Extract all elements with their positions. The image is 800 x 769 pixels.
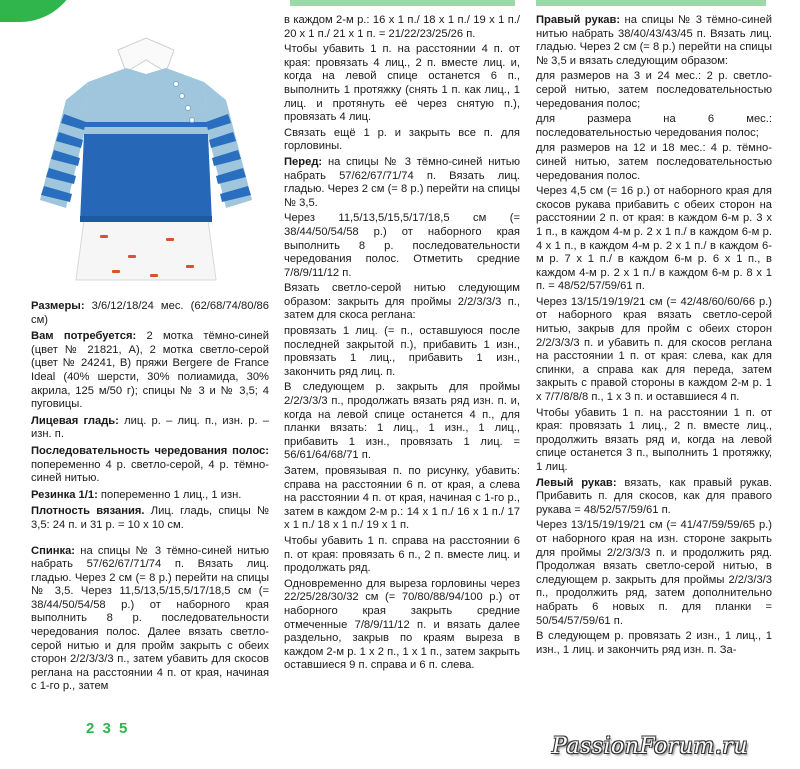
right-sleeve-paragraph: [536, 14, 772, 68]
paragraph: Связать ещё 1 р. и закрыть все п. для горловины.: [284, 126, 520, 153]
gauge-text: Лиц. гладь, спицы № 3,5: 24 п. и 31 р. = 10 х 10 см.: [31, 505, 269, 531]
paragraph: Через 13/15/19/19/21 см (= 42/48/60/60/66 р.) от наборного края вязать светло-серой нитью, закрыв для пройм с обеих сторон 2/2/3/3/3 п. и убавить п. для скосов реглана на расстоянии 1 п. от края: слева, как для спинки, а справа как для переда, затем закрыть с правой стороны в каждом 2-м р. 1 х 7/7/8/8/8 п., 1 х 3 п. и оставшиеся 4 п.: [536, 295, 772, 404]
right-sleeve-label: Правый рукав:: [536, 14, 621, 26]
stockinette-label: Лицевая гладь:: [31, 414, 119, 427]
right-sleeve-text: на спицы № 3 тёмно-синей нитью набрать 38/40/43/43/45 п. Вязать лиц. гладью. Через 2 см (= 8 р.) перейти на спицы № 3,5 и вязать следующим образом:: [536, 14, 772, 67]
materials-paragraph: [31, 330, 269, 412]
page-number: 2 3 5: [86, 720, 130, 737]
left-sleeve-text: вязать, как правый рукав. Прибавить п. для скосов, как для правого рукава = 48/52/57/59/61 п.: [536, 476, 772, 516]
paragraph: Через 4,5 см (= 16 р.) от наборного края для скосов рукава прибавить с обеих сторон на расстоянии 2 п. от края: в каждом 6-м р. 3 х 1 п., в каждом 4-м р. 2 х 1 п./ в каждом 6-м р. 4 х 1 п., в каждом 4-м р. 2 х 1 п./ в каждом 6-м р. 7 х 1 п./ в каждом 6-м р. 6 х 1 п., в каждом 4-м р. 2 х 1 п./ в каждом 6-м р. 8 х 1 п. = 48/52/57/59/61 п.: [536, 185, 772, 293]
stripes-text: попеременно 4 р. светло-серой, 4 р. тёмно-синей нитью.: [31, 458, 269, 485]
sweater-photo: [26, 30, 266, 292]
sweater-illustration: [26, 30, 266, 292]
paragraph: для размеров на 12 и 18 мес.: 4 р. тёмно-синей нитью, затем последовательностью чередования полос.: [536, 142, 772, 182]
rib-text: попеременно 1 лиц., 1 изн.: [97, 488, 242, 501]
sizes-paragraph: [31, 300, 269, 327]
rib-label: Резинка 1/1:: [31, 488, 98, 501]
paragraph: Чтобы убавить 1 п. на расстоянии 1 п. от края: провязать 1 лиц., 2 п. вместе лиц., продолжить вязать ряд и, когда на левой спице останется 3 п., выполнить 1 протяжку, 1 лиц.: [536, 406, 772, 473]
site-watermark: PassionForum.ru: [552, 734, 748, 759]
sizes-label: Размеры:: [31, 300, 85, 312]
paragraph: Одновременно для выреза горловины через 22/25/28/30/32 см (= 70/80/88/94/100 р.) от наборного края закрыть средние отмеченные 7/8/9/11/12 п. и вязать далее раздельно, закрыв по краям выреза в каждом 2-м р. 1 х 2 п., 1 х 1 п., затем закрыть оставшиеся 9 п. справа и 6 п. слева.: [284, 577, 520, 672]
decorative-green-shape: [0, 0, 80, 22]
materials-label: Вам потребуется:: [31, 330, 137, 343]
front-label: Перед:: [284, 155, 323, 168]
stockinette-text: лиц. р. – лиц. п., изн. р. – изн. п.: [31, 414, 269, 441]
back-text: на спицы № 3 тёмно-синей нитью набрать 57/62/67/71/74 п. Вязать лиц. гладью. Через 2 см (= 8 р.) перейти на спицы № 3,5. Через 11,5/13,5/15,5/17/18,5 см (= 38/44/50/54/58 р.) от наборного края выполнить 8 р. последовательности чередования полос. Далее вязать светло-серой нитью и для пройм закрыть с обеих сторон 2/2/3/3/3 п., затем убавить для скосов реглана на расстоянии 4 п. от края, начиная с 1-го р., затем: [31, 544, 269, 693]
back-paragraph: [31, 545, 269, 695]
materials-text: 2 мотка тёмно-синей (цвет № 21821, А), 2 мотка светло-серой (цвет № 24241, В) пряжи Bergere de France Ideal (40% шерсти, 30% полиамида, 30% акрила, 125 м/50 г); спицы № 3 и № 3,5; 4 пуговицы.: [31, 330, 270, 411]
paragraph: В следующем р. закрыть для проймы 2/2/3/3/3 п., продолжать вязать ряд изн. п. и, когда на левой спице останется 4 п., для планки вязать: 1 лиц., 1 изн., 1 лиц., прибавить 1 изн., провязать 1 лиц. = 56/61/64/68/71 п.: [284, 381, 520, 462]
text-column-left: [31, 300, 269, 694]
paragraph: Затем, провязывая п. по рисунку, убавить: справа на расстоянии 6 п. от края, а слева на расстоянии 4 п. от края, начиная с 1-го р., затем в каждом 2-м р.: 14 х 1 п./ 16 х 1 п./ 17 х 1 п./ 18 х 1 п./ 19 х 1 п.: [284, 465, 520, 532]
stripes-paragraph: [31, 445, 269, 486]
gauge-label: Плотность вязания.: [31, 505, 145, 518]
paragraph: Чтобы убавить 1 п. на расстоянии 4 п. от края: провязать 4 лиц., 2 п. вместе лиц. и, когда на левой спице останется 6 п., выполнить 1 протяжку (снять 1 п. как лиц., 1 лиц. и протянуть её через снятую п.), провязать 4 лиц.: [284, 43, 520, 124]
left-sleeve-paragraph: [536, 477, 772, 518]
decorative-header-strip: [290, 0, 515, 6]
paragraph: Через 13/15/19/19/21 см (= 41/47/59/59/65 р.) от наборного края на изн. стороне закрыть для проймы 2/2/3/3/3 п. и продолжить ряд. Продолжая вязать светло-серой нитью, в следующем р. закрыть для проймы 2/2/3/3/3 п., продолжить ряд, затем дополнительно набрать 6 новых п. для планки = 50/54/57/59/61 п.: [536, 519, 772, 627]
gauge-paragraph: [31, 505, 269, 532]
text-column-right: [536, 14, 772, 657]
paragraph: для размера на 6 мес.: последовательностью чередования полос;: [536, 113, 772, 139]
left-sleeve-label: Левый рукав:: [536, 476, 617, 489]
front-paragraph: [284, 156, 520, 210]
back-label: Спинка:: [31, 544, 76, 557]
front-text: на спицы № 3 тёмно-синей нитью набрать 57/62/67/71/74 п. Вязать лиц. гладью. Через 2 см (= 8 р.) перейти на спицы № 3,5.: [284, 155, 520, 209]
stripes-label: Последовательность чередования полос:: [31, 444, 269, 457]
paragraph: Вязать светло-серой нитью следующим образом: закрыть для проймы 2/2/3/3/3 п., затем для скоса реглана:: [284, 282, 520, 322]
paragraph: в каждом 2-м р.: 16 х 1 п./ 18 х 1 п./ 19 х 1 п./ 20 х 1 п./ 21 х 1 п. = 21/22/23/25/26 п.: [284, 14, 520, 40]
paragraph: В следующем р. провязать 2 изн., 1 лиц., 1 изн., 1 лиц. и закончить ряд изн. п. За-: [536, 630, 772, 656]
paragraph: для размеров на 3 и 24 мес.: 2 р. светло-серой нитью, затем последовательностью чередования полос;: [536, 70, 772, 110]
paragraph: провязать 1 лиц. (= п., оставшуюся после последней закрытой п.), прибавить 1 изн., провязать 1 лиц., прибавить 1 изн., закончить ряд лиц. п.: [284, 325, 520, 378]
decorative-header-strip-right: [536, 0, 766, 6]
rib-paragraph: [31, 489, 269, 503]
stockinette-paragraph: [31, 415, 269, 442]
paragraph: Чтобы убавить 1 п. справа на расстоянии 6 п. от края: провязать 6 п., 2 п. вместе лиц. и продолжать ряд.: [284, 534, 520, 575]
text-column-middle: [284, 14, 520, 673]
paragraph: Через 11,5/13,5/15,5/17/18,5 см (= 38/44/50/54/58 р.) от наборного края выполнить 8 р. последовательности чередования полос. Отметить средние 7/8/9/11/12 п.: [284, 212, 520, 279]
sizes-text: 3/6/12/18/24 мес. (62/68/74/80/86 см): [31, 300, 269, 326]
